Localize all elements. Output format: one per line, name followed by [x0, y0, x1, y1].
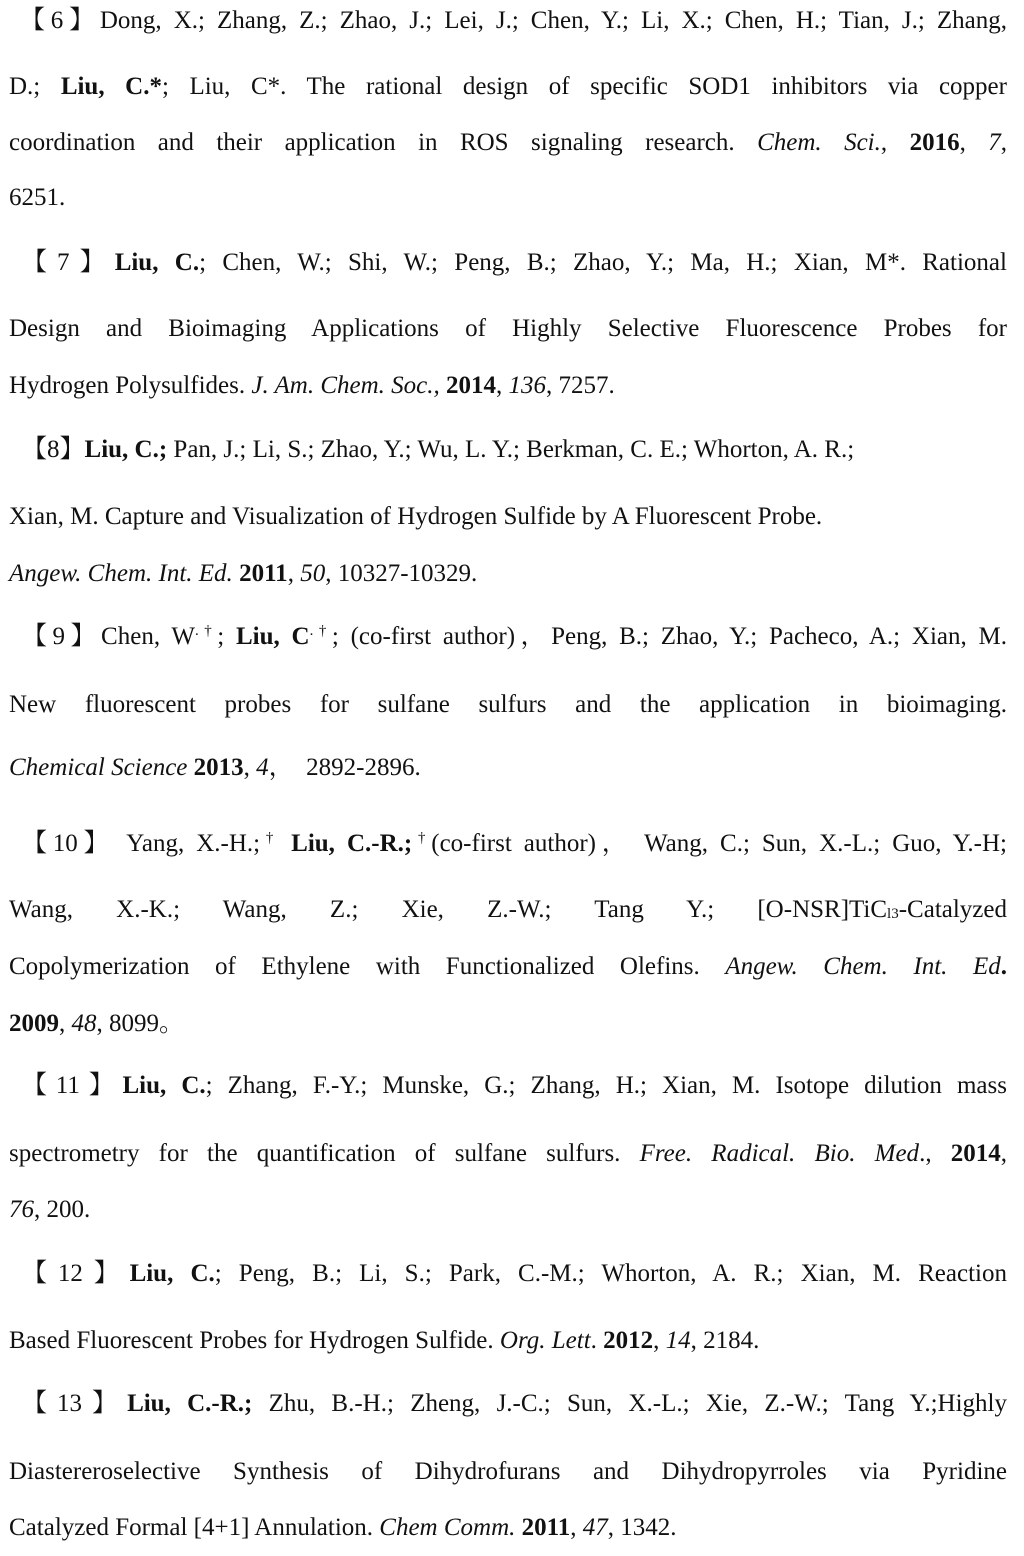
text: ; Zhang, F.-Y.; Munske, G.; Zhang, H.; Xian, M. Isotope dilution mass — [205, 1072, 1007, 1099]
reference-line: Design and Bioimaging Applications of Highly Selective Fluorescence Probes for — [9, 315, 1007, 342]
reference-number: 【6】 — [20, 7, 100, 34]
journal-name: Org. Lett — [499, 1327, 591, 1354]
text: ， 2892-2896. — [268, 754, 421, 781]
text: , — [570, 1514, 583, 1541]
reference-number: 【7】 — [22, 249, 115, 276]
text: D.; — [9, 73, 61, 100]
text: , — [59, 1010, 72, 1037]
text: -Catalyzed — [898, 896, 1007, 923]
text: coordination and their application in ROS signaling research. — [9, 129, 758, 156]
text: Chen, W — [101, 623, 195, 650]
reference-line — [9, 1513, 1007, 1543]
text: , — [959, 129, 989, 156]
highlighted-author: Liu, C. — [114, 249, 200, 276]
reference-number: 【13】 — [22, 1390, 128, 1417]
reference-line — [22, 1389, 1007, 1419]
reference-line — [9, 753, 1007, 783]
text: ; Chen, W.; Shi, W.; Peng, B.; Zhao, Y.; Ma, H.; Xian, M*. Rational — [199, 249, 1007, 276]
reference-line — [9, 1139, 1007, 1169]
text: , 1342. — [607, 1514, 677, 1541]
reference-line — [9, 128, 1007, 158]
reference-line — [9, 1009, 1007, 1039]
highlighted-author: Liu, C.-R.; — [127, 1390, 253, 1417]
reference-line — [9, 895, 1007, 925]
journal-name: Free. Radical. Bio. Med — [639, 1140, 920, 1167]
volume: 47 — [582, 1514, 608, 1541]
year: 2009 — [9, 1010, 59, 1037]
co-first-mark: † — [260, 830, 280, 846]
co-first-mark: .† — [194, 623, 218, 639]
reference-number: 【11】 — [22, 1072, 123, 1099]
text: ; Peng, B.; Li, S.; Park, C.-M.; Whorton, A. R.; Xian, M. Reaction — [214, 1260, 1007, 1287]
highlighted-author: Liu, C — [235, 623, 310, 650]
text: , 8099。 — [96, 1010, 185, 1037]
reference-authors: Dong, X.; Zhang, Z.; Zhao, J.; Lei, J.; Chen, Y.; Li, X.; Chen, H.; Tian, J.; Zhang, — [99, 7, 1007, 34]
text: (co-first author)， Wang, C.; Sun, X.-L.; Guo, Y.-H; — [431, 830, 1007, 857]
text: , 200. — [34, 1196, 91, 1223]
text: , — [287, 560, 301, 587]
co-first-mark: † — [412, 830, 432, 846]
reference-line — [20, 6, 1007, 36]
reference-line — [22, 829, 1007, 859]
volume: 48 — [71, 1010, 97, 1037]
text: Pan, J.; Li, S.; Zhao, Y.; Wu, L. Y.; Berkman, C. E.; Whorton, A. R.; — [167, 436, 855, 463]
text: , 7257. — [546, 372, 615, 399]
text: . — [590, 1327, 604, 1354]
journal-name: J. Am. Chem. Soc., — [251, 372, 440, 399]
text: , — [1000, 1140, 1007, 1167]
reference-line — [9, 559, 1007, 589]
text: , — [653, 1327, 666, 1354]
highlighted-author: Liu, C.-R.; — [291, 830, 413, 857]
year: 2012 — [603, 1327, 654, 1354]
reference-line — [22, 248, 1007, 278]
text: , — [1000, 129, 1007, 156]
text: Catalyzed Formal [4+1] Annulation. — [9, 1514, 380, 1541]
reference-line — [9, 1326, 1007, 1356]
journal-name: Chem Comm. — [379, 1514, 516, 1541]
text: spectrometry for the quantification of sulfane sulfurs. — [9, 1140, 640, 1167]
text: Yang, X.-H.; — [114, 830, 261, 857]
text: Copolymerization of Ethylene with Functionalized Olefins. — [9, 953, 726, 980]
text: . — [1000, 953, 1007, 980]
reference-line: 6251. — [9, 184, 66, 211]
text: , 2184. — [690, 1327, 760, 1354]
year: 2014 — [950, 1140, 1001, 1167]
reference-line — [9, 371, 1007, 401]
text: , 10327-10329. — [325, 560, 478, 587]
text: Hydrogen Polysulfides. — [9, 372, 252, 399]
reference-line — [9, 952, 1007, 982]
text: , — [880, 129, 910, 156]
subscript: l3 — [887, 906, 899, 922]
highlighted-author: Liu, C.* — [60, 73, 162, 100]
reference-line — [22, 435, 1007, 465]
text: ; (co-first author)，Peng, B.; Zhao, Y.; Pacheco, A.; Xian, M. — [331, 623, 1007, 650]
reference-line: Xian, M. Capture and Visualization of Hydrogen Sulfide by A Fluorescent Probe. — [9, 503, 823, 530]
year: 2013 — [193, 754, 244, 781]
volume: 136 — [508, 372, 547, 399]
year: 2011 — [239, 560, 288, 587]
reference-line — [9, 1195, 1007, 1225]
text: Wang, X.-K.; Wang, Z.; Xie, Z.-W.; Tang Y.; [O-NSR]TiC — [9, 896, 888, 923]
volume: 50 — [300, 560, 326, 587]
reference-number: 【12】 — [22, 1260, 130, 1287]
journal-name: Angew. Chem. Int. Ed. — [9, 560, 233, 587]
text — [279, 830, 291, 857]
journal-name: Chem. Sci. — [757, 129, 881, 156]
highlighted-author: Liu, C. — [129, 1260, 215, 1287]
volume: 4 — [256, 754, 269, 781]
journal-name: Angew. Chem. Int. Ed — [725, 953, 1001, 980]
reference-number: 【8】 — [22, 436, 85, 463]
reference-line: New fluorescent probes for sulfane sulfurs and the application in bioimaging. — [9, 691, 1007, 718]
reference-line — [22, 1071, 1007, 1101]
co-first-mark: .† — [309, 623, 332, 639]
year: 2016 — [909, 129, 960, 156]
text: ; Liu, C*. The rational design of specific SOD1 inhibitors via copper — [161, 73, 1007, 100]
text: ; — [217, 623, 236, 650]
journal-name: Chemical Science — [9, 754, 188, 781]
year: 2014 — [446, 372, 497, 399]
reference-line — [22, 1259, 1007, 1289]
text: Based Fluorescent Probes for Hydrogen Sulfide. — [9, 1327, 500, 1354]
reference-line: Diastereroselective Synthesis of Dihydrofurans and Dihydropyrroles via Pyridine — [9, 1458, 1007, 1485]
text: , — [496, 372, 509, 399]
reference-number: 【9】 — [22, 623, 102, 650]
highlighted-author: Liu, C.; — [84, 436, 168, 463]
highlighted-author: Liu, C. — [122, 1072, 206, 1099]
reference-number: 【10】 — [22, 830, 115, 857]
text: Zhu, B.-H.; Zheng, J.-C.; Sun, X.-L.; Xie, Z.-W.; Tang Y.;Highly — [252, 1390, 1007, 1417]
volume: 14 — [665, 1327, 691, 1354]
reference-line — [22, 622, 1007, 652]
year: 2011 — [521, 1514, 571, 1541]
volume: 76 — [9, 1196, 34, 1223]
text: ., — [919, 1140, 951, 1167]
reference-line — [9, 72, 1007, 102]
volume: 7 — [988, 129, 1001, 156]
text: , — [243, 754, 257, 781]
